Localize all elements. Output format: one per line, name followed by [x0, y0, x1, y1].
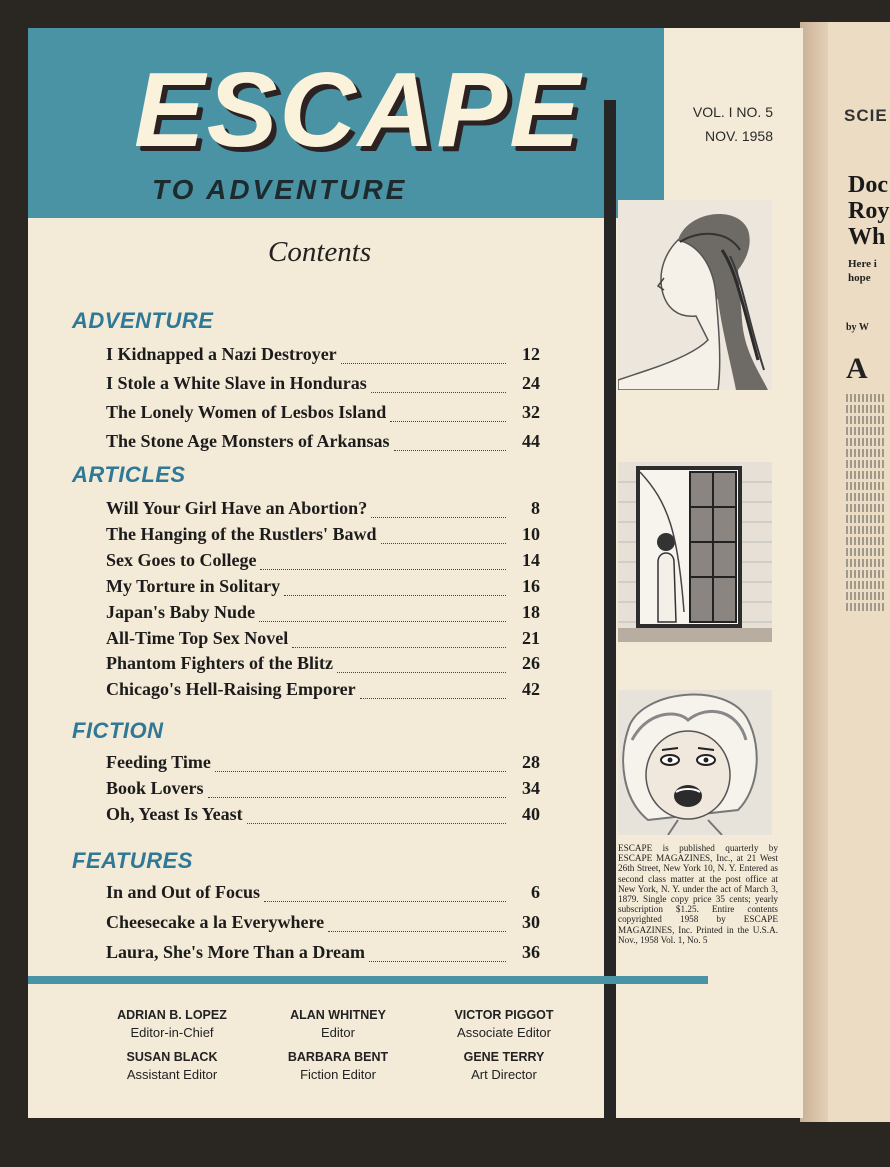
page-gutter-shadow [800, 22, 828, 1122]
toc-entry-title: All-Time Top Sex Novel [106, 627, 289, 648]
staff-member [258, 1008, 418, 1040]
toc-entry-title: Cheesecake a la Everywhere [106, 912, 325, 932]
staff-role: Editor-in-Chief [130, 1025, 214, 1040]
toc-entry-title: Chicago's Hell-Raising Emporer [106, 679, 356, 700]
dot-leader [284, 594, 506, 596]
dot-leader [247, 822, 506, 824]
staff-member [92, 1008, 252, 1040]
toc-entry [106, 942, 540, 968]
toc-entry-page: 16 [522, 575, 540, 596]
staff-role: Art Director [471, 1067, 537, 1082]
toc-entry [106, 882, 540, 908]
staff-role: Fiction Editor [300, 1067, 376, 1082]
staff-name: ADRIAN B. LOPEZ [117, 1008, 227, 1022]
toc-entry-page: 14 [522, 549, 540, 570]
section-heading: FICTION [72, 718, 164, 743]
magazine-tagline: TO ADVENTURE [152, 174, 408, 205]
volume-number: VOL. I NO. 5 [692, 104, 773, 120]
staff-name: ALAN WHITNEY [290, 1008, 386, 1022]
toc-entry [106, 912, 540, 938]
toc-entry [106, 402, 540, 428]
toc-entry-title: My Torture in Solitary [106, 575, 281, 596]
staff-role: Editor [321, 1025, 355, 1040]
toc-entry-page: 10 [522, 523, 540, 544]
vertical-rule [604, 100, 616, 1118]
toc-entry-title: Japan's Baby Nude [106, 601, 256, 622]
toc-entry [106, 602, 540, 628]
toc-entry [106, 498, 540, 524]
facing-dek-line: hope [848, 272, 871, 284]
toc-entry [106, 628, 540, 654]
toc-entry [106, 778, 540, 804]
toc-entry-title: The Hanging of the Rustlers' Bawd [106, 523, 377, 544]
section-heading: FEATURES [72, 848, 193, 873]
toc-entry [106, 752, 540, 778]
toc-entry-page: 8 [531, 498, 540, 518]
staff-member [424, 1050, 584, 1082]
toc-entry [106, 804, 540, 830]
dot-leader [371, 516, 506, 518]
toc-entry-title: Feeding Time [106, 752, 211, 772]
dot-leader [260, 568, 506, 570]
toc-entry-page: 24 [522, 373, 540, 393]
toc-entry [106, 653, 540, 679]
facing-dek-line: Here i [848, 258, 877, 270]
toc-entry [106, 679, 540, 705]
staff-role: Assistant Editor [126, 1067, 218, 1082]
toc-entry-title: The Lonely Women of Lesbos Island [106, 402, 387, 422]
toc-entry-title: I Stole a White Slave in Honduras [106, 373, 367, 393]
dot-leader [328, 930, 506, 932]
toc-entry [106, 524, 540, 550]
toc-entry-page: 40 [522, 804, 540, 824]
dot-leader [341, 362, 506, 364]
toc-entry-title: Will Your Girl Have an Abortion? [106, 498, 368, 518]
contents-title: Contents [268, 236, 372, 268]
staff-role: Associate Editor [457, 1025, 551, 1040]
facing-headline-line: Roy [848, 198, 890, 224]
dot-leader [369, 960, 506, 962]
toc-entry-page: 30 [522, 912, 540, 932]
toc-entry-title: Book Lovers [106, 778, 204, 798]
toc-entry-page: 42 [522, 679, 540, 700]
toc-entry-page: 36 [522, 942, 540, 962]
staff-member [92, 1050, 252, 1082]
toc-entry [106, 576, 540, 602]
toc-entry [106, 550, 540, 576]
toc-entry-title: Laura, She's More Than a Dream [106, 942, 366, 962]
toc-entry-title: Oh, Yeast Is Yeast [106, 804, 243, 824]
toc-entry-title: The Stone Age Monsters of Arkansas [106, 431, 390, 451]
screaming-woman-illustration [618, 690, 772, 835]
contents-page [28, 28, 803, 1118]
facing-headline-line: Doc [848, 172, 888, 198]
dot-leader [259, 620, 506, 622]
facing-drop-cap: A [846, 352, 868, 385]
toc-entry [106, 373, 540, 399]
toc-entry-page: 28 [522, 752, 540, 772]
facing-byline: by W [846, 322, 869, 333]
issue-date: NOV. 1958 [705, 128, 773, 144]
staff-name: GENE TERRY [463, 1050, 545, 1064]
toc-entry-page: 44 [522, 431, 540, 451]
toc-entry-page: 6 [531, 882, 540, 902]
toc-entry-title: Sex Goes to College [106, 549, 257, 570]
staff-member [258, 1050, 418, 1082]
toc-entry-title: I Kidnapped a Nazi Destroyer [106, 344, 337, 364]
section-heading: ARTICLES [72, 462, 186, 487]
issue-info [693, 100, 773, 148]
section-heading: ADVENTURE [72, 308, 214, 333]
dot-leader [394, 449, 506, 451]
dot-leader [371, 391, 506, 393]
staff-member [424, 1008, 584, 1040]
footer-rule [28, 976, 708, 984]
facing-headline-line: Wh [848, 224, 886, 250]
dot-leader [360, 697, 506, 699]
toc-entry-page: 34 [522, 778, 540, 798]
table-of-contents [28, 28, 588, 968]
ponytail-girl-illustration [618, 200, 772, 390]
toc-entry [106, 344, 540, 370]
toc-entry [106, 431, 540, 457]
dot-leader [381, 542, 506, 544]
toc-entry-page: 12 [522, 344, 540, 364]
toc-entry-title: Phantom Fighters of the Blitz [106, 653, 333, 674]
staff-name: SUSAN BLACK [126, 1050, 218, 1064]
toc-entry-page: 32 [522, 402, 540, 422]
dot-leader [292, 646, 506, 648]
toc-entry-page: 18 [522, 601, 540, 622]
window-man-illustration [618, 462, 772, 642]
publication-notice: ESCAPE is published quarterly by ESCAPE MAGAZINES, Inc., at 21 West 26th Street, New York 10, N. Y. Entered as second class matter at the post office at New York, N. Y. under the act of March 3, 1879. Single copy price 35 cents; yearly subscription $1.25. Entire contents copyrighted 1958 by ESCAPE MAGAZINES, Inc. Printed in the U.S.A. Nov., 1958 Vol. 1, No. 5 [618, 843, 778, 945]
dot-leader [264, 900, 506, 902]
toc-entry-page: 21 [522, 627, 540, 648]
dot-leader [337, 671, 506, 673]
staff-name: BARBARA BENT [287, 1050, 389, 1064]
staff-name: VICTOR PIGGOT [454, 1008, 554, 1022]
facing-body-text [846, 394, 886, 614]
toc-entry-title: In and Out of Focus [106, 882, 261, 902]
toc-entry-page: 26 [522, 653, 540, 674]
dot-leader [215, 770, 506, 772]
dot-leader [208, 796, 506, 798]
facing-page [800, 22, 890, 1122]
dot-leader [390, 420, 506, 422]
facing-section-label: SCIE [844, 106, 888, 125]
magazine-logo: ESCAPE [134, 51, 582, 169]
